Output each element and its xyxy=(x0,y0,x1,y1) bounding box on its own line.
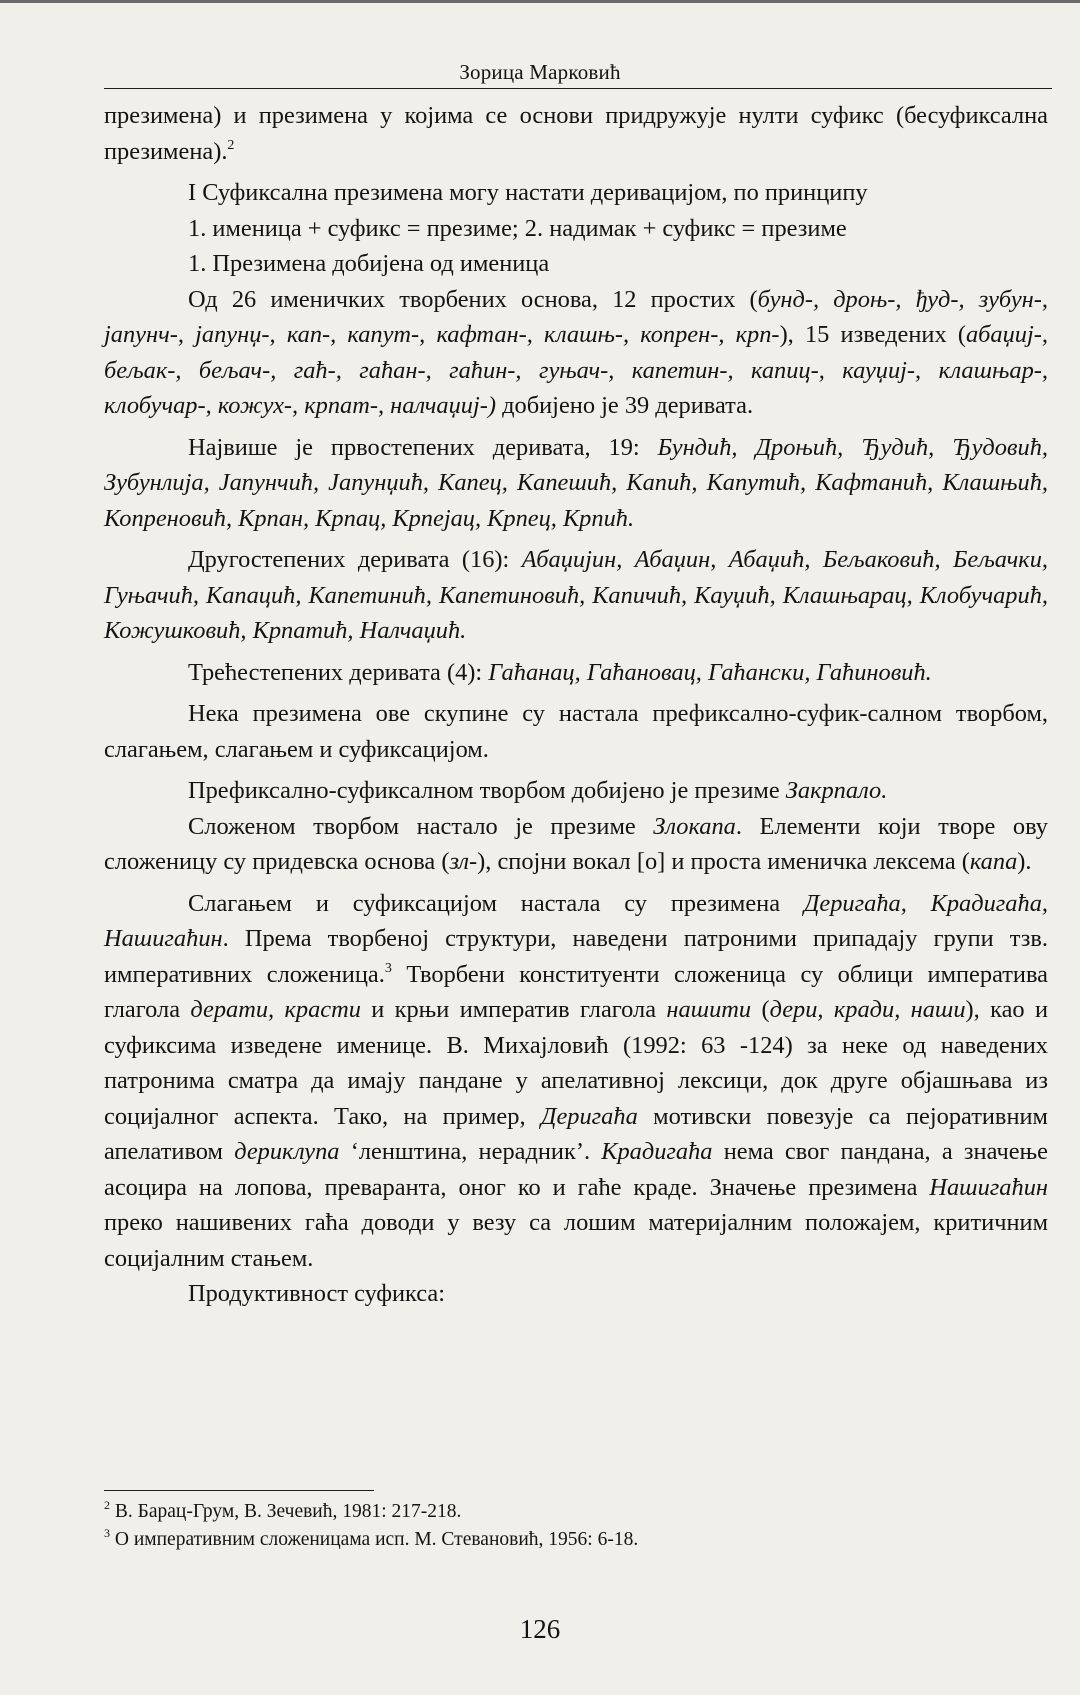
page-number: 126 xyxy=(519,1614,561,1644)
footnote-3: $^3$ О императивним сложеницама исп. М. Стевановић, 1956: 6-18. xyxy=(104,1526,639,1550)
running-header-author: Зорица Марковић xyxy=(459,60,621,84)
paragraph-5: Од 26 именичких творбених основа, 12 простих (бунд-, дроњ-, ђуд-, зубун-, јапунч-, јапунџ-, кап-, капут-, кафтан-, клашњ-, копрен-, крп-), 15 изведених (абаџиј-, бељак-, бељач-, гаћ-, гаћан-, гаћин-, гуњач-, капетин-, капиц-, кауџиј-, клашњар-, клобучар-, кожух-, крпат-, налчаџиј-) добијено је 39 деривата. xyxy=(104,285,1049,419)
paragraph-9: Нека презимена ове скупине су настала префиксално-суфик-салном творбом, слагањем, слагањем и суфиксацијом. xyxy=(104,700,1048,763)
paragraph-1: презимена) и презимена у којима се основи придружује нулти суфикс (бесуфиксална презимена).$^2$ xyxy=(104,102,1048,165)
paragraph-10: Префиксално-суфиксалном творбом добијено је презиме Закрпало. xyxy=(188,777,888,804)
page-top-edge xyxy=(0,0,1080,3)
main-text xyxy=(104,98,1048,1312)
paragraph-2: I Суфиксална презимена могу настати деривацијом, по принципу xyxy=(188,179,868,206)
footnote-separator xyxy=(104,1490,374,1491)
footnote-ref-2[interactable]: 2 xyxy=(227,137,235,153)
paragraph-7: Другостепених деривата (16): Абаџијин, Абаџин, Абаџић, Бељаковић, Бељачки, Гуњачић, Капацић, Капетинић, Капетиновић, Капичић, Кауџић, Клашњарац, Клобучарић, Кожушковић, Крпатић, Налчаџић. xyxy=(104,546,1048,644)
paragraph-3: 1. именица + суфикс = презиме; 2. надимак + суфикс = презиме xyxy=(188,214,847,242)
paragraph-13: Продуктивност суфикса: xyxy=(188,1280,446,1307)
header-rule xyxy=(104,88,1052,89)
footnotes xyxy=(104,1498,1044,1554)
paragraph-6: Највише је првостепених деривата, 19: Бундић, Дроњић, Ђудић, Ђудовић, Зубунлија, Јапунчић, Јапунџић, Капец, Капешић, Капић, Капутић, Кафтанић, Клашњић, Копреновић, Крпан, Крпац, Крпејац, Крпец, Крпић. xyxy=(104,433,1049,532)
paragraph-4-subheading: 1. Презимена добијена од именица xyxy=(188,250,550,277)
footnote-ref-3[interactable]: 3 xyxy=(384,960,392,976)
paragraph-11: Сложеном творбом настало је презиме Злокапа. Елементи који творе ову сложеницу су придевска основа (зл-), спојни вокал [о] и проста именичка лексема (капа). xyxy=(104,812,1048,875)
paragraph-8: Трећестепених деривата (4): Гаћанац, Гаћановац, Гаћански, Гаћиновић. xyxy=(188,658,932,686)
footnote-2: $^2$ В. Барац-Грум, В. Зечевић, 1981: 217-218. xyxy=(104,1498,462,1522)
paragraph-12: Слагањем и суфиксацијом настала су презимена Деригаћа, Крадигаћа, Нашигаћин. Према творбеној структури, наведени патроними припадају групи тзв. императивних сложеница.$^3$ Творбени конституенти сложеница су облици императива глагола дерати, красти и крњи императив глагола нашити (дери, кради, наши), као и суфиксима изведене именице. В. Михајловић (1992: 63 -124) за неке од наведених патронима сматра да имају пандане у апелативној лексици, док друге објашњава из социјалног аспекта. Тако, на пример, Деригаћа мотивски повезује са пејоративним апелативом дериклупа ‘ленштина, нерадник’. Крадигаћа нема свог пандана, а значење асоцира на лопова, преваранта, оног ко и гаће краде. Значење презимена Нашигаћин преко нашивених гаћа доводи у везу са лошим материјалним положајем, критичним социјалним стањем. xyxy=(104,889,1048,1272)
